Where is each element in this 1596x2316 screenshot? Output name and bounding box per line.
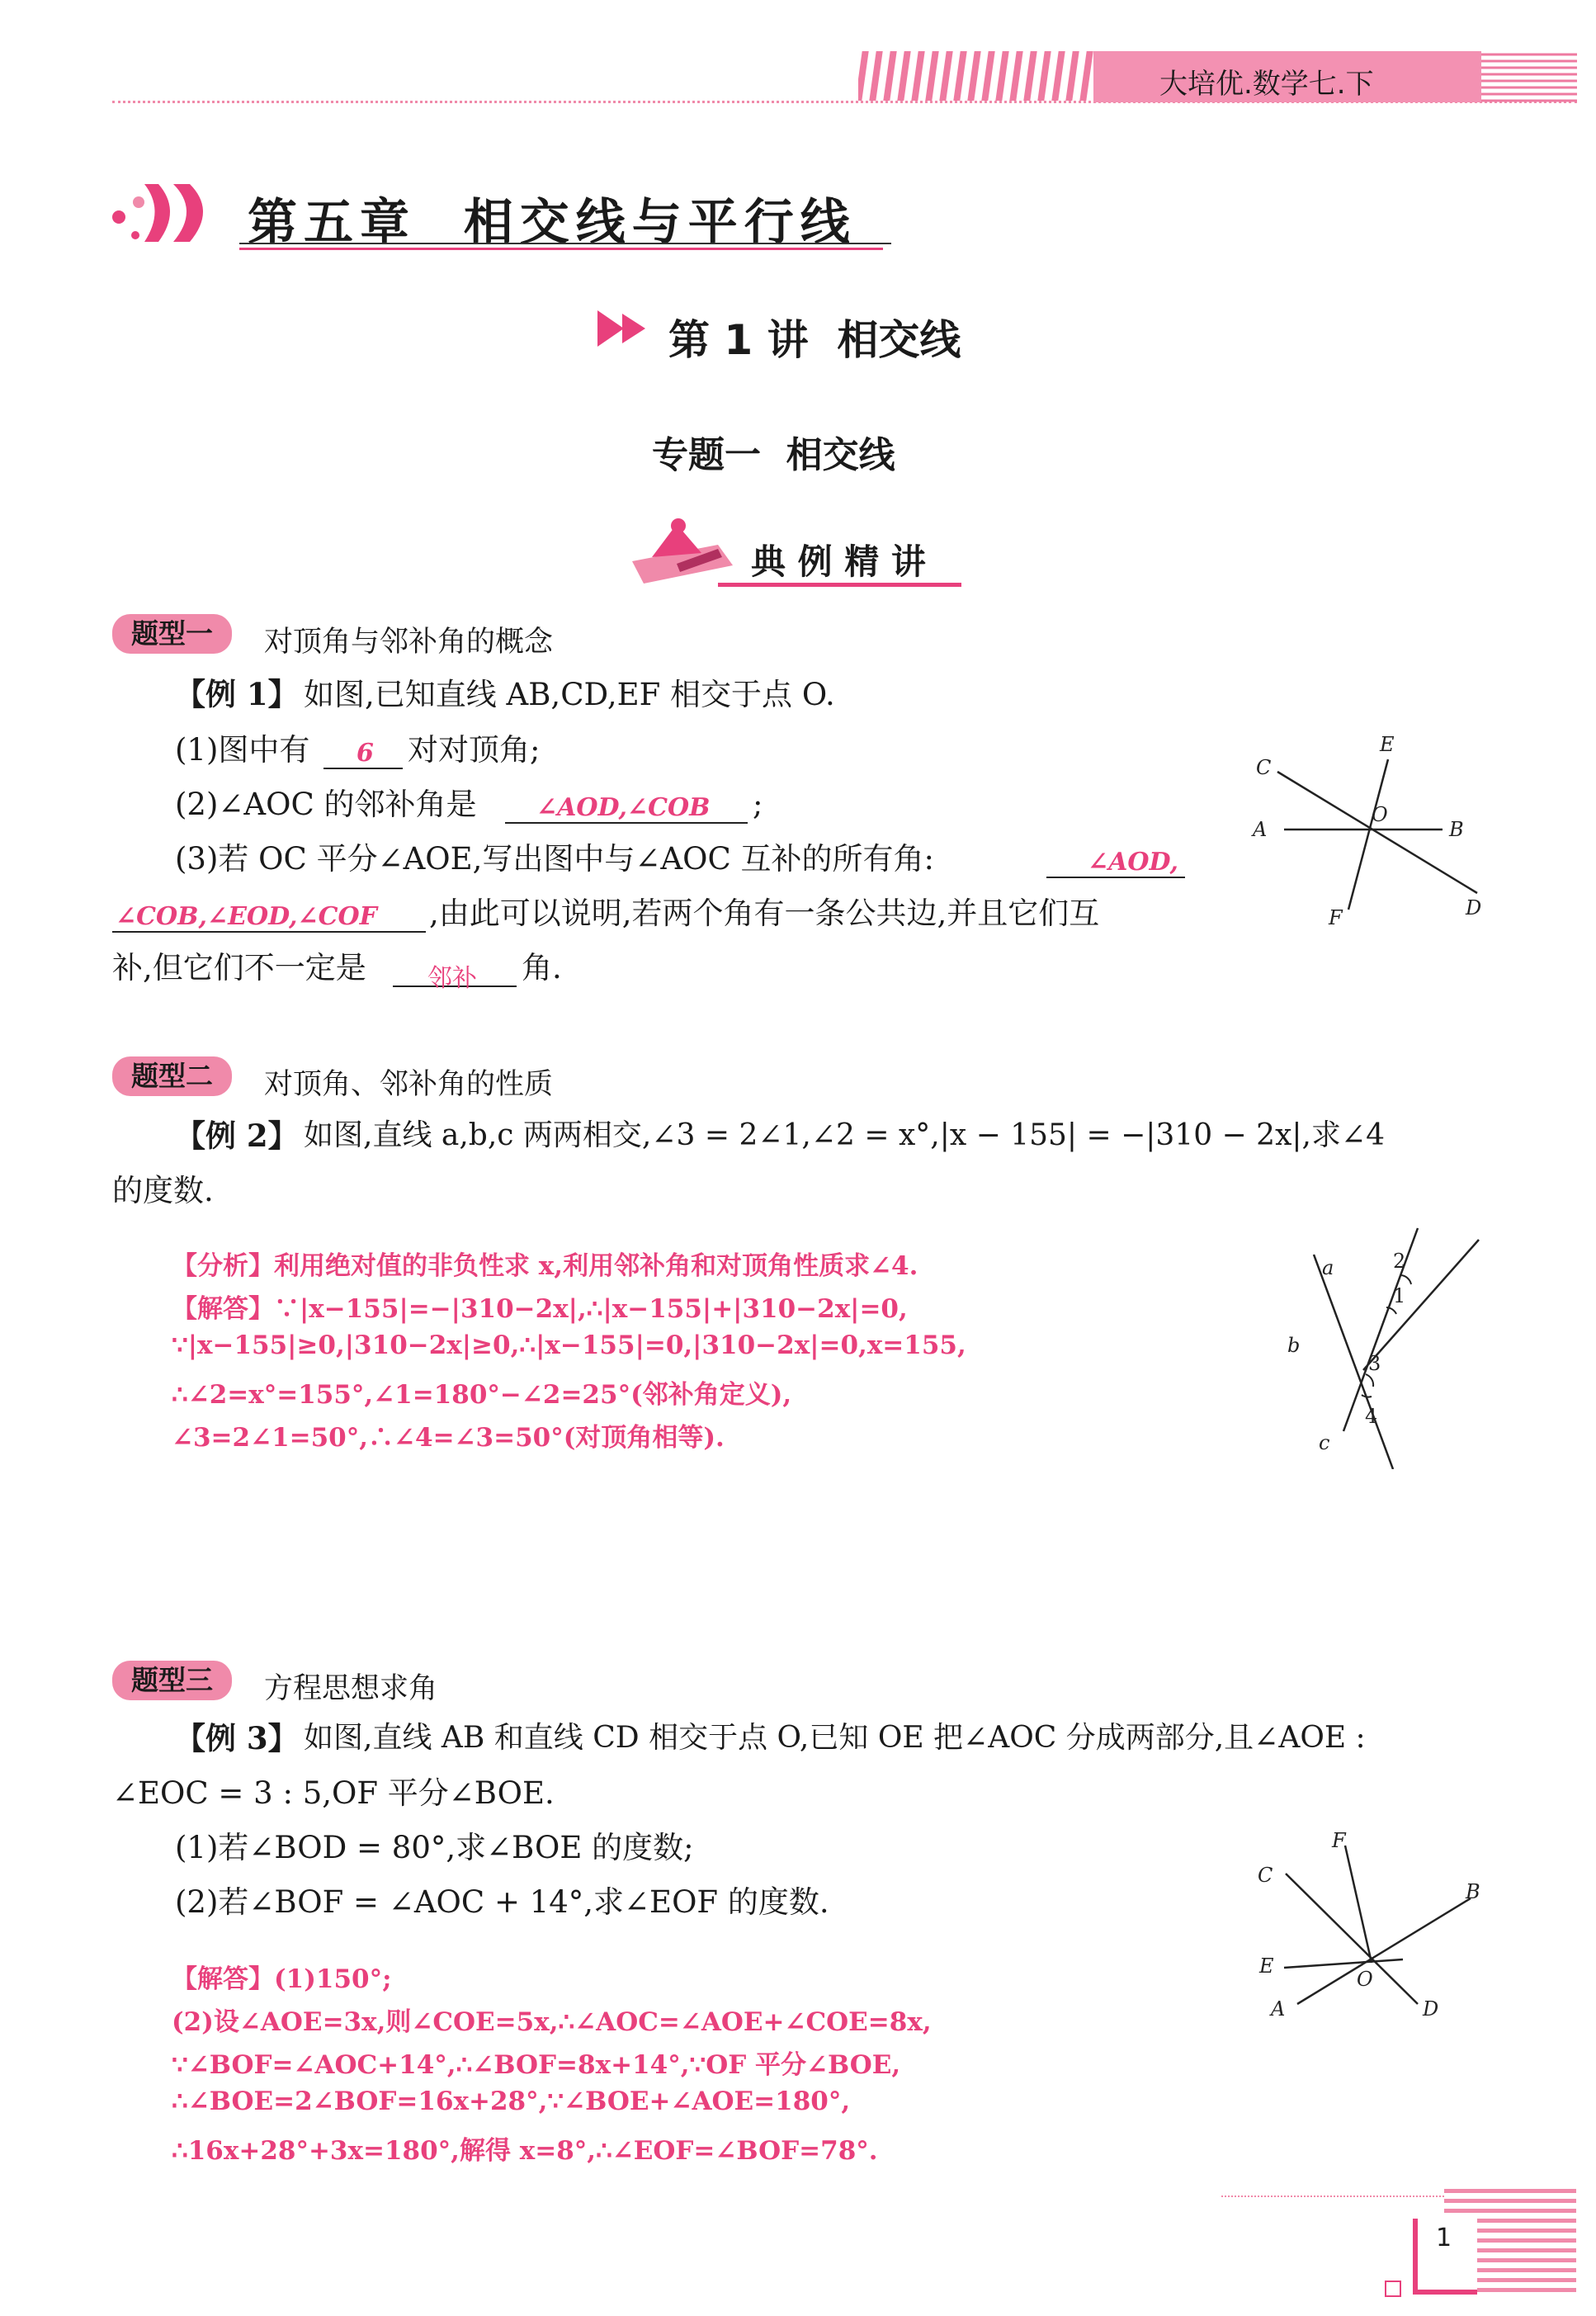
chapter-underline xyxy=(239,248,883,250)
example3-figure xyxy=(1221,1824,1502,2039)
footer-dotted-rule xyxy=(1221,2195,1444,2197)
ex1-q3-answer1: ∠AOD, xyxy=(1088,848,1178,877)
fig1-label-o: O xyxy=(1372,803,1388,826)
header-stripes xyxy=(858,50,1106,104)
page-number: 1 xyxy=(1436,2224,1452,2252)
fig2-label-4: 4 xyxy=(1365,1405,1378,1428)
fig3-label-e: E xyxy=(1259,1954,1274,1978)
ex1-q3-blank1 xyxy=(1046,877,1185,878)
ex3-solution-line2: (2)设∠AOE=3x,则∠COE=5x,∴∠AOC=∠AOE+∠COE=8x, xyxy=(172,2007,932,2037)
ex2-solution-line4: ∴∠2=x°=155°,∠1=180°−∠2=25°(邻补角定义), xyxy=(172,1380,792,1410)
section-underline xyxy=(718,583,961,587)
ex1-q2-blank xyxy=(505,822,748,824)
fig1-label-e: E xyxy=(1380,733,1395,756)
example2-line2: 的度数. xyxy=(112,1173,214,1208)
section-banner-icon xyxy=(627,516,739,590)
ex1-q1-blank xyxy=(323,768,403,769)
chapter-underline-dark xyxy=(239,243,891,244)
ex1-q3-answer2: ∠COB,∠EOD,∠COF xyxy=(116,902,377,931)
ex2-solution-line3: ∵|x−155|≥0,|310−2x|≥0,∴|x−155|=0,|310−2x|=0,x=155, xyxy=(172,1331,966,1360)
ex1-q2-suffix: ; xyxy=(753,787,763,822)
example2-label: 【例 2】 xyxy=(175,1118,299,1154)
ex2-solution-line2: 【解答】∵|x−155|=−|310−2x|,∴|x−155|+|310−2x|=0, xyxy=(172,1294,908,1324)
ex3-solution-line3: ∵∠BOF=∠AOC+14°,∴∠BOF=8x+14°,∵OF 平分∠BOE, xyxy=(172,2050,901,2080)
fig2-label-3: 3 xyxy=(1368,1352,1381,1375)
fig3-label-o: O xyxy=(1357,1968,1373,1991)
type3-title: 方程思想求角 xyxy=(264,1672,438,1705)
ex3-solution-line4: ∴∠BOE=2∠BOF=16x+28°,∵∠BOE+∠AOE=180°, xyxy=(172,2087,851,2116)
example1-text: 如图,已知直线 AB,CD,EF 相交于点 O. xyxy=(304,677,835,712)
fig1-label-f: F xyxy=(1329,906,1343,929)
ex1-q1-prefix: (1)图中有 xyxy=(175,732,310,768)
fig2-label-a: a xyxy=(1322,1256,1334,1279)
fig1-label-a: A xyxy=(1253,818,1268,841)
example1-label: 【例 1】 xyxy=(175,676,299,712)
example1-figure xyxy=(1238,726,1502,941)
example3-line2: ∠EOC = 3 : 5,OF 平分∠BOE. xyxy=(112,1775,555,1811)
fig3-label-d: D xyxy=(1423,1997,1439,2021)
example3-label: 【例 3】 xyxy=(175,1720,299,1756)
type2-title: 对顶角、邻补角的性质 xyxy=(264,1068,554,1101)
example2-line1: 如图,直线 a,b,c 两两相交,∠3 = 2∠1,∠2 = x°,|x − 155| = −|310 − 2x|,求∠4 xyxy=(304,1118,1386,1152)
ex1-q3-line3-suffix: 角. xyxy=(522,950,562,985)
fig1-label-c: C xyxy=(1256,756,1272,779)
ex1-q3-blank2 xyxy=(112,931,426,933)
chapter-chevron-icon xyxy=(107,177,223,252)
ex1-q1-answer: 6 xyxy=(357,739,374,768)
fig2-label-1: 1 xyxy=(1393,1284,1406,1307)
ex1-q3-answer3: 邻补 xyxy=(427,964,477,993)
section-title: 典 例 精 讲 xyxy=(751,541,926,582)
ex1-q2-prefix: (2)∠AOC 的邻补角是 xyxy=(175,787,477,822)
ex1-q3-line3-prefix: 补,但它们不一定是 xyxy=(112,950,366,985)
topic-title: 专题一 相交线 xyxy=(652,434,895,476)
book-title: 大培优.数学七.下 xyxy=(1159,68,1374,101)
header-right-lines xyxy=(1481,51,1577,102)
chapter-title: 第五章 相交线与平行线 xyxy=(248,194,857,252)
lecture-title: 第 1 讲 相交线 xyxy=(668,316,961,364)
example2-figure xyxy=(1271,1222,1502,1469)
fig3-label-f: F xyxy=(1332,1829,1346,1852)
fig3-label-c: C xyxy=(1258,1864,1273,1887)
footer-square-icon xyxy=(1385,2281,1401,2297)
ex3-solution-line1: 【解答】(1)150°; xyxy=(172,1964,392,1994)
fig1-label-b: B xyxy=(1449,818,1464,841)
example3-line1: 如图,直线 AB 和直线 CD 相交于点 O,已知 OE 把∠AOC 分成两部分,且∠AOE : xyxy=(304,1721,1366,1755)
fig2-label-b: b xyxy=(1287,1334,1301,1357)
ex1-q1-suffix: 对对顶角; xyxy=(408,732,541,768)
ex3-solution-line5: ∴16x+28°+3x=180°,解得 x=8°,∴∠EOF=∠BOF=78°. xyxy=(172,2136,878,2166)
ex2-solution-line1: 【分析】利用绝对值的非负性求 x,利用邻补角和对顶角性质求∠4. xyxy=(172,1251,918,1281)
fig2-label-2: 2 xyxy=(1393,1250,1406,1273)
type3-badge: 题型三 xyxy=(112,1661,232,1700)
example3-q1: (1)若∠BOD = 80°,求∠BOE 的度数; xyxy=(175,1830,694,1865)
lecture-arrow-icon xyxy=(596,307,654,350)
fig3-label-a: A xyxy=(1271,1997,1286,2021)
example3-q2: (2)若∠BOF = ∠AOC + 14°,求∠EOF 的度数. xyxy=(175,1884,829,1920)
type2-badge: 题型二 xyxy=(112,1056,232,1096)
ex1-q2-answer: ∠AOD,∠COB xyxy=(536,793,711,822)
ex1-q3-middle: ,由此可以说明,若两个角有一条公共边,并且它们互 xyxy=(429,896,1100,931)
type1-badge: 题型一 xyxy=(112,614,232,654)
fig1-label-d: D xyxy=(1466,896,1482,919)
ex1-q3-prefix: (3)若 OC 平分∠AOE,写出图中与∠AOC 互补的所有角: xyxy=(175,841,934,877)
type1-title: 对顶角与邻补角的概念 xyxy=(264,626,554,659)
fig2-label-c: c xyxy=(1319,1431,1330,1454)
ex2-solution-line5: ∠3=2∠1=50°,∴∠4=∠3=50°(对顶角相等). xyxy=(172,1423,725,1453)
fig3-label-b: B xyxy=(1466,1880,1480,1903)
